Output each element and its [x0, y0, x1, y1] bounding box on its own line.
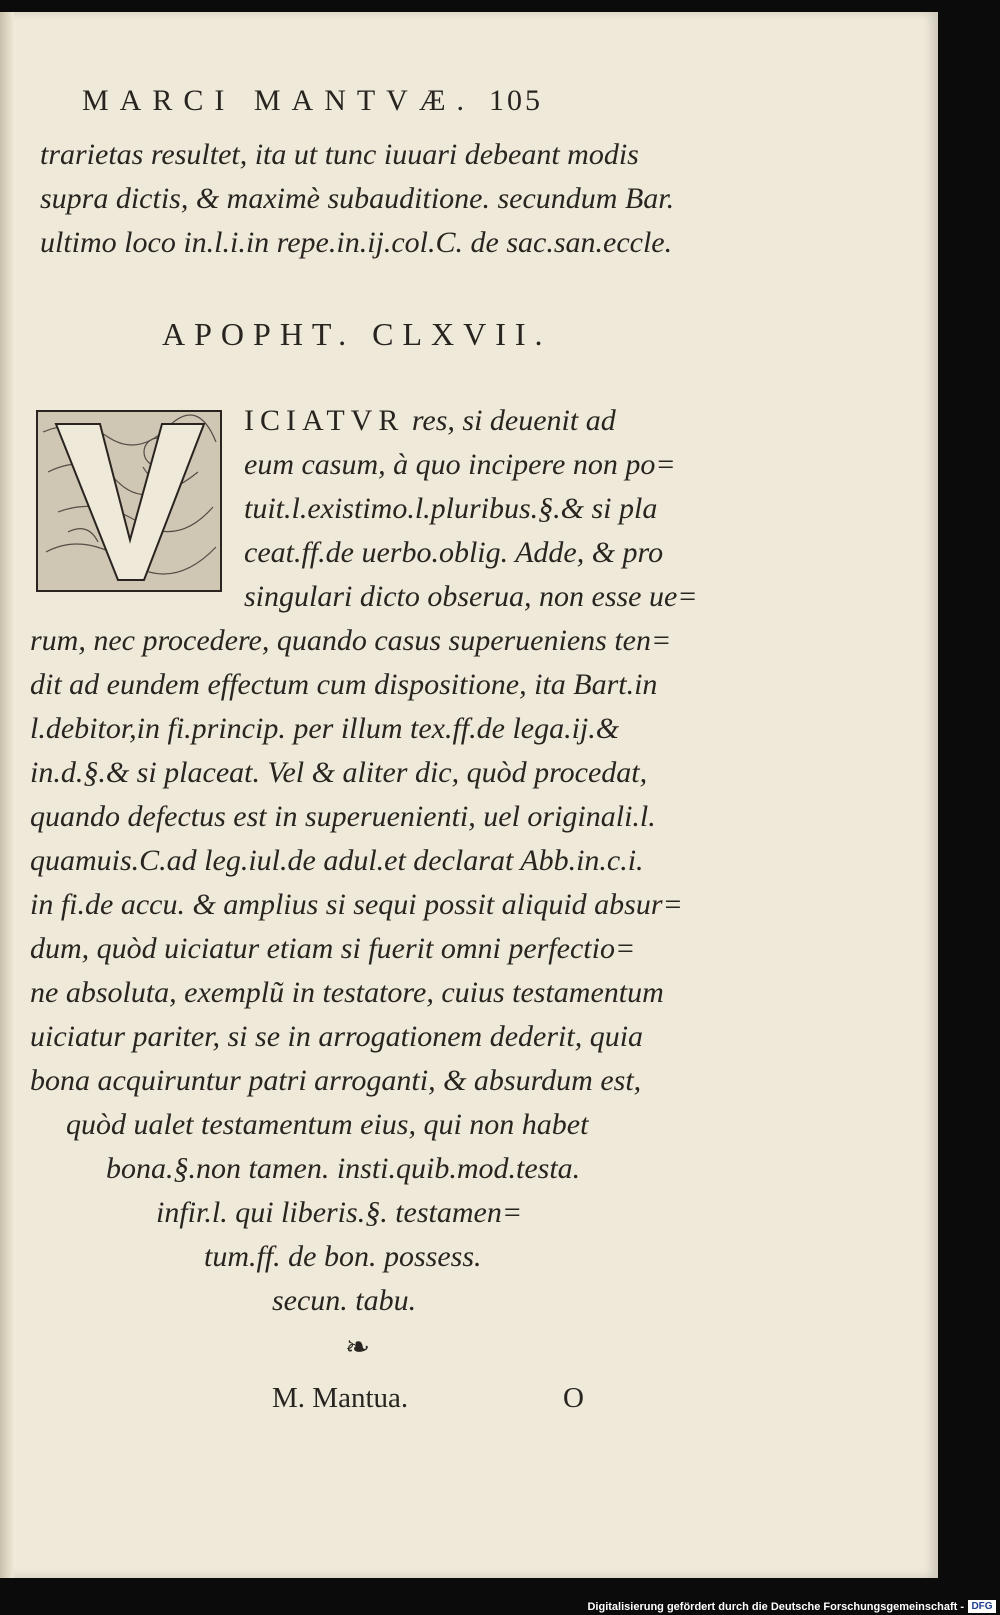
- section-heading: APOPHT. CLXVII.: [162, 316, 552, 352]
- text-line: singulari dicto obserua, non esse ue=: [244, 580, 698, 613]
- text-line: bona acquiruntur patri arroganti, & absurdum est,: [30, 1064, 642, 1097]
- text-line: quando defectus est in superuenienti, uel originali.l.: [30, 800, 656, 833]
- text-line: dum, quòd uiciatur etiam si fuerit omni perfectio=: [30, 932, 636, 965]
- text-line: uiciatur pariter, si se in arrogationem dederit, quia: [30, 1020, 644, 1053]
- digitization-credit: Digitalisierung gefördert durch die Deutsche Forschungsgemeinschaft -: [587, 1601, 964, 1613]
- text-line: supra dictis, & maximè subauditione. secundum Bar.: [40, 182, 675, 215]
- dfg-logo: DFG: [968, 1600, 996, 1613]
- fleuron-ornament: ❧: [345, 1331, 371, 1364]
- running-title: MARCI MANTVÆ.: [82, 84, 476, 117]
- text-line: rum, nec procedere, quando casus superueniens ten=: [30, 624, 672, 657]
- text-line: res, si deuenit ad: [411, 404, 616, 437]
- page-gutter-shadow: [0, 12, 14, 1578]
- woodcut-illustration: [38, 412, 220, 590]
- text-line: eum casum, à quo incipere non po=: [244, 448, 676, 481]
- text-line: ne absoluta, exemplũ in testatore, cuius testamentum: [30, 976, 664, 1009]
- signature-mark: O: [563, 1382, 584, 1414]
- text-line: in fi.de accu. & amplius si sequi possit aliquid absur=: [30, 888, 683, 921]
- text-line: trarietas resultet, ita ut tunc iuuari debeant modis: [40, 138, 639, 171]
- signature-catchword: M. Mantua.: [272, 1382, 409, 1414]
- text-line: secun. tabu.: [272, 1284, 417, 1317]
- text-line: tum.ff. de bon. possess.: [204, 1240, 482, 1273]
- text-line: bona.§.non tamen. insti.quib.mod.testa.: [106, 1152, 581, 1185]
- decorated-initial: [36, 410, 222, 592]
- text-line: quòd ualet testamentum eius, qui non habet: [66, 1108, 589, 1141]
- page-number: 105: [489, 84, 544, 117]
- text-line: ultimo loco in.l.i.in repe.in.ij.col.C. de sac.san.eccle.: [40, 226, 673, 259]
- text-line: dit ad eundem effectum cum dispositione, ita Bart.in: [30, 668, 658, 701]
- text-line-lead: [244, 404, 616, 438]
- book-page: [0, 12, 938, 1578]
- text-line: tuit.l.existimo.l.pluribus.§.& si pla: [244, 492, 658, 525]
- text-line: l.debitor,in fi.princip. per illum tex.ff.de lega.ij.&: [30, 712, 620, 745]
- text-line: in.d.§.& si placeat. Vel & aliter dic, quòd procedat,: [30, 756, 648, 789]
- running-header: [82, 84, 702, 118]
- lead-word: ICIATVR: [244, 404, 405, 437]
- text-line: infir.l. qui liberis.§. testamen=: [156, 1196, 523, 1229]
- text-line: quamuis.C.ad leg.iul.de adul.et declarat Abb.in.c.i.: [30, 844, 644, 877]
- text-line: ceat.ff.de uerbo.oblig. Adde, & pro: [244, 536, 664, 569]
